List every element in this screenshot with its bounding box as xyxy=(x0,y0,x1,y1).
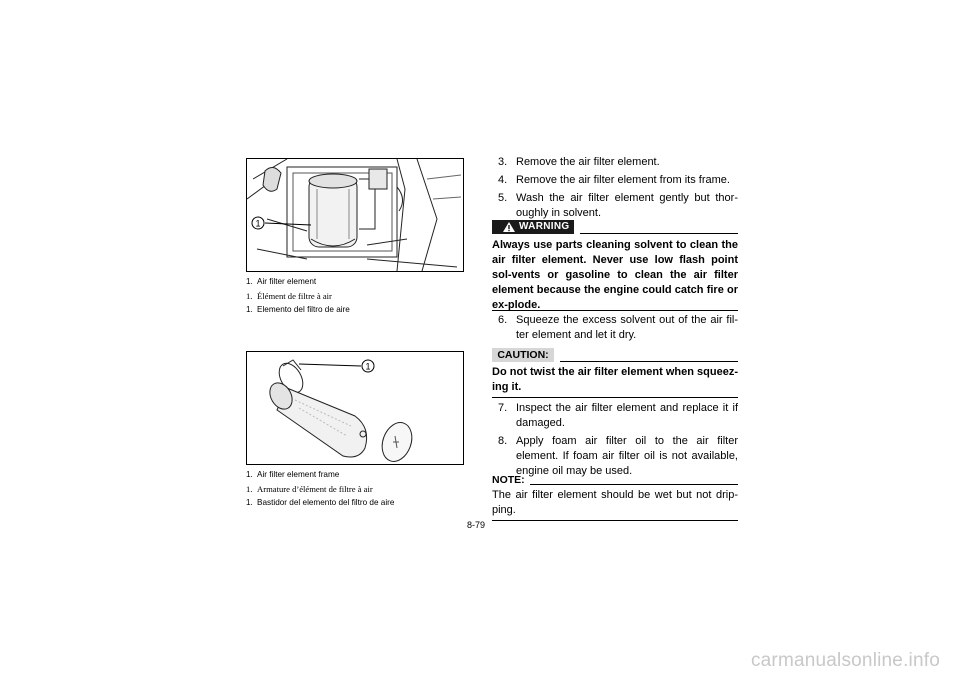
note-label: NOTE: xyxy=(492,474,525,486)
note-top-rule xyxy=(530,484,738,485)
note-bottom-rule xyxy=(492,520,738,521)
steps-group-c xyxy=(492,401,738,482)
caption-fr: 1. Armature d’élément de filtre à air xyxy=(246,484,373,494)
note-block xyxy=(492,473,738,518)
warning-block xyxy=(492,220,738,313)
figure-air-filter-frame xyxy=(246,351,464,465)
warning-badge: WARNING xyxy=(492,220,574,234)
caption-en: 1. Air filter element xyxy=(246,277,317,286)
note-text: The air filter element should be wet but not drip-ping. xyxy=(492,489,738,516)
warning-text: Always use parts cleaning solvent to clean the air filter element. Never use low flash point sol-vents or gasoline to clean the air filter element because the engine could catch fire or ex-plode. xyxy=(492,239,738,311)
step-7: 7. Inspect the air filter element and replace it if damaged. xyxy=(498,402,738,429)
step-4: 4. Remove the air filter element from its frame. xyxy=(498,174,730,186)
step-6: 6. Squeeze the excess solvent out of the air fil-ter element and let it dry. xyxy=(498,314,738,341)
figure-air-filter-element xyxy=(246,158,464,272)
step-8: 8. Apply foam air filter oil to the air filter element. If foam air filter oil is not available, engine oil may be used. xyxy=(498,435,738,477)
caption-es: 1. Bastidor del elemento del filtro de aire xyxy=(246,498,395,507)
caption-es: 1. Elemento del filtro de aire xyxy=(246,305,350,314)
watermark: carmanualsonline.info xyxy=(750,650,940,671)
caption-en: 1. Air filter element frame xyxy=(246,470,340,479)
caution-block xyxy=(492,348,738,395)
air-filter-installed-illustration xyxy=(247,159,463,271)
page-number: 8-79 xyxy=(467,520,486,530)
warning-bottom-rule xyxy=(492,310,738,311)
caption-fr: 1. Élément de filtre à air xyxy=(246,291,332,301)
warning-header xyxy=(492,220,738,234)
callout-number: 1 xyxy=(255,218,261,229)
caution-badge: CAUTION: xyxy=(492,348,554,362)
warning-triangle-icon xyxy=(503,222,515,232)
caution-top-rule xyxy=(560,361,738,362)
step-3: 3. Remove the air filter element. xyxy=(498,156,660,168)
steps-group-a xyxy=(492,155,738,224)
step-5: 5. Wash the air filter element gently but thor-oughly in solvent. xyxy=(498,192,738,219)
callout-number: 1 xyxy=(365,361,371,372)
steps-group-b xyxy=(492,313,738,346)
caution-bottom-rule xyxy=(492,397,738,398)
caution-header xyxy=(492,348,738,362)
caution-text: Do not twist the air filter element when squeez-ing it. xyxy=(492,366,738,393)
air-filter-frame-illustration xyxy=(247,352,463,464)
warning-top-rule xyxy=(580,233,738,234)
